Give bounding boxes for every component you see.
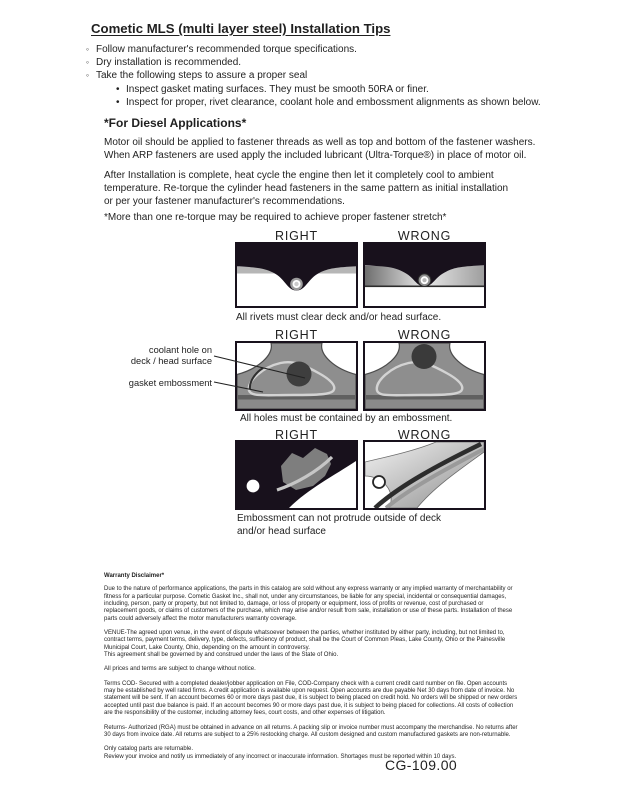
list-item [116,83,541,96]
caption-holes [240,413,452,426]
text-line: Motor oil should be applied to fastener threads as well as top and bottom of the fastener washers. [104,137,536,148]
text-line: All rivets must clear deck and/or head surface. [236,312,442,323]
list-item-text: Dry installation is recommended. [96,57,242,69]
gasket-embossment-label [104,378,212,389]
right-label-1: RIGHT [275,229,318,243]
list-item [86,43,541,56]
retorque-note [104,211,446,224]
governing-law-paragraph: This agreement shall be governed by and construed under the laws of the State of Ohio. [104,652,339,659]
page-code: CG-109.00 [385,757,458,773]
venue-paragraph: VENUE-The agreed upon venue, in the event of dispute whatsoever between the parties, whether instituted by either party, including, but not limited to, contract terms, payment terms, delivery, type, defects, sufficiency of product, shall be the Court of Common Pleas, Lake County, Ohio or the Painesville Municipal Court, Lake County, Ohio, depending on the amount in controversy. [104,630,506,651]
installation-tips-list [86,43,541,109]
review-invoice-paragraph: Review your invoice and notify us immediately of any incorrect or inaccurate information. Shortages must be reported within 10 days. [104,753,457,760]
circle-bullet-icon: ◦ [86,70,90,81]
diagram-coolant-wrong [363,341,486,411]
coolant-hole-label [112,345,212,367]
diagram-embossment-right [235,440,358,510]
leader-line-coolant [214,356,305,378]
circle-bullet-icon: ◦ [86,57,90,68]
warranty-paragraph: Due to the nature of performance applications, the parts in this catalog are sold without any express warranty or any implied warranty of merchantability or fitness for a particular purpose. Cometic Gasket Inc., shall not, under any circumstances, be liable for any special, incidental or consequential damages, including, person, party or property, but not limited to, damage, or loss of property or equipment, loss of profits or revenue, cost of purchased or replacement goods, or claims of customers of the purchase, which may arise and/or result from sale, installation or use of these parts. Installation of these parts could adversely affect the motor manufacturers warranty coverage. [104,586,513,622]
annotation-leader-lines [213,351,308,396]
diesel-heading: *For Diesel Applications* [104,116,247,130]
rivet [418,274,431,287]
text-line: temperature. Re-torque the cylinder head fasteners in the same pattern as initial installation [104,183,509,195]
gasket-lower-band [366,400,483,409]
text-line: gasket embossment [128,378,212,388]
leader-line-embossment [214,382,263,392]
circle-bullet-icon: ◦ [86,44,90,54]
dot-bullet-icon: • [116,96,120,108]
gasket-lower-band [238,400,355,409]
diesel-paragraph-2 [104,169,508,209]
text-line: coolant hole on [148,345,212,355]
diagram-rivet-wrong [363,242,486,308]
text-line: All holes must be contained by an embossment. [240,413,453,424]
text-line: and/or head surface [237,525,326,537]
catalog-parts-paragraph: Only catalog parts are returnable. [104,746,194,753]
diagram-rivet-right [235,242,358,308]
terms-paragraph: Terms COD- Secured with a completed dealer/jobber application on File, COD-Company check with a current credit card number on file. Open accounts may be established by well rated firms. A credit application is available upon request. Open accounts are due payable Net 30 days from date of invoice. No statement will be sent. If an account becomes 60 or more days past due, it is subject to being placed on credit hold. No orders will be shipped or new orders accepted until past due balance is paid. If an account becomes 90 or more days past due, it is subject to being placed for collections. All costs of collection are the responsibility of the customer, including attorney fees, court costs, and other expenses of litigation. [104,680,518,717]
text-line: *More than one re-torque may be required to achieve proper fastener stretch* [104,212,447,223]
list-item-text: Inspect for proper, rivet clearance, coolant hole and embossment alignments as shown below. [126,96,541,108]
wrong-label-2: WRONG [397,328,452,342]
coolant-hole [412,344,437,369]
text-line: deck / head surface [130,356,212,366]
prices-paragraph: All prices and terms are subject to change without notice. [104,666,256,673]
list-item [86,56,541,69]
list-item-text: Inspect gasket mating surfaces. They must be smooth 50RA or finer. [126,83,429,95]
wrong-label-1: WRONG [397,229,452,243]
warranty-disclaimer-heading: Warranty Disclaimer* [104,573,165,579]
legal-disclaimer [104,573,518,768]
returns-paragraph: Returns- Authorized (RGA) must be obtained in advance on all returns. A packing slip or invoice number must accompany the merchandise. No returns after 30 days from invoice date. All returns are subject to a 25% restocking charge. All custom designed and custom manufactured gaskets are non-returnable. [104,724,518,738]
caption-rivets [236,312,441,325]
right-label-2: RIGHT [275,328,318,342]
right-label-3: RIGHT [275,428,318,442]
text-line: After Installation is complete, heat cycle the engine then let it completely cool to ambient [104,170,494,181]
list-item-text: Take the following steps to assure a proper seal [96,70,308,82]
bolt-hole [373,476,385,488]
text-line: Embossment can not protrude outside of deck [237,513,442,524]
list-item [86,69,541,82]
wrong-label-3: WRONG [397,428,452,442]
list-item-text: Follow manufacturer's recommended torque specifications. [96,44,357,55]
dot-bullet-icon: • [116,83,120,95]
diagram-embossment-wrong [363,440,486,510]
text-line: When ARP fasteners are used apply the included lubricant (Ultra-Torque®) in place of motor oil. [104,150,527,162]
bolt-hole [247,480,260,493]
rivet [290,278,303,291]
page-title: Cometic MLS (multi layer steel) Installation Tips [91,21,391,36]
text-line: or per your fastener manufacturer's recommendations. [104,196,345,208]
caption-embossment [237,513,441,538]
diesel-paragraph-1 [104,136,535,162]
list-item [116,96,541,109]
